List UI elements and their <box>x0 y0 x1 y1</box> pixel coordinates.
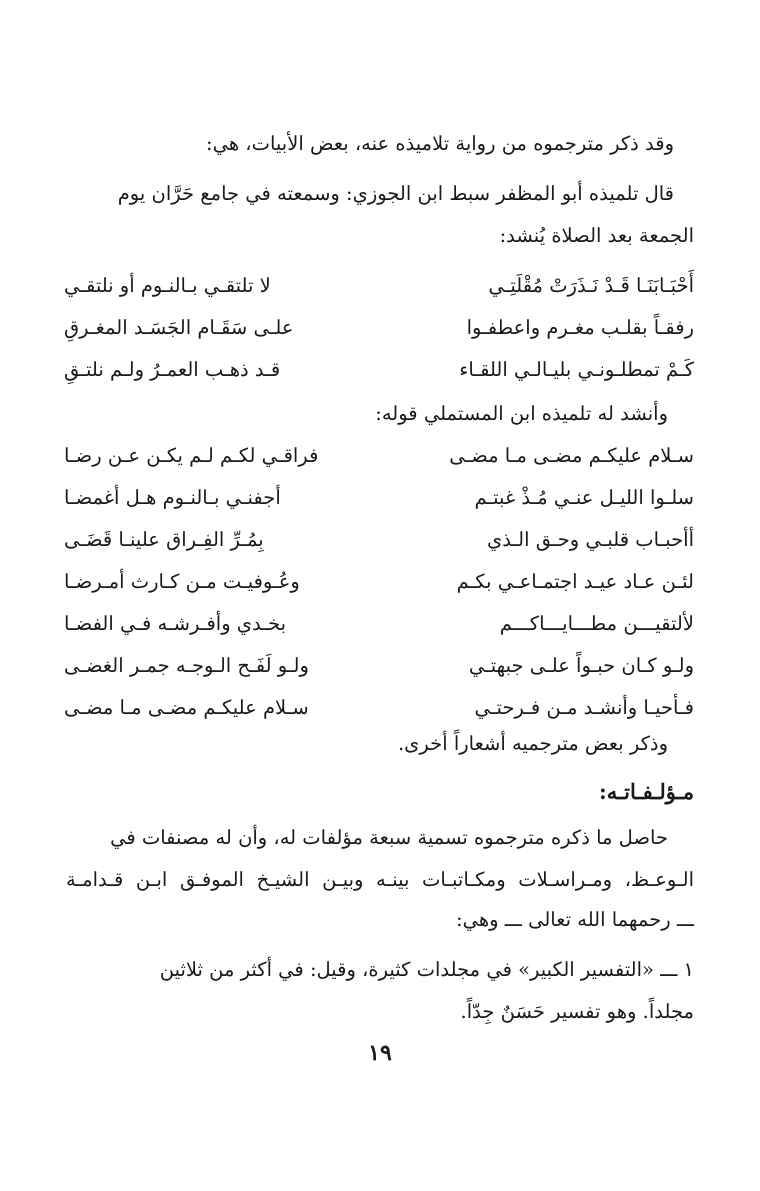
verse <box>64 478 694 518</box>
verse <box>64 646 694 686</box>
verse-first-hemistich: لألتقيـــن مطـــايـــاكـــم <box>499 612 694 635</box>
verse-second-hemistich: وعُـوفيـت مـن كـارث أمـرضـا <box>64 570 300 593</box>
section-heading: مـؤلـفـاتـه: <box>599 779 694 804</box>
verse-second-hemistich: لا تلتقـي بـالنـوم أو نلتقـي <box>64 274 271 297</box>
verse-first-hemistich: سـلام عليكـم مضـى مـا مضـى <box>449 444 694 467</box>
verse-second-hemistich: بخـدي وأفـرشـه فـي الفضـا <box>64 612 287 635</box>
sibt-intro-line-1: قال تلميذه أبو المظفر سبط ابن الجوزي: وسمعته في جامع حَرَّان يوم <box>117 182 674 205</box>
works-intro-line-3: ـــ رحمهما الله تعالى ـــ وهي: <box>456 908 694 931</box>
works-intro-line-2: الـوعـظ، ومـراسـلات ومكـاتبـات بينـه وبيـن الشيـخ الموفـق ابـن قـدامـة <box>66 868 694 891</box>
verse-first-hemistich: أأحبـاب قلبـي وحـق الـذي <box>486 528 694 551</box>
verse <box>64 350 694 390</box>
verse-second-hemistich: فراقـي لكـم لـم يكـن عـن رضـا <box>64 444 319 467</box>
closing-sentence: وذكر بعض مترجميه أشعاراً أخرى. <box>397 732 668 755</box>
verse <box>64 604 694 644</box>
verse-second-hemistich: قـد ذهـب العمـرُ ولـم نلتـقِ <box>64 358 281 381</box>
work-item-1-line-1: ١ ـــ «التفسير الكبير» في مجلدات كثيرة، وقيل: في أكثر من ثلاثين <box>159 958 694 981</box>
verse-second-hemistich: أجفنـي بـالنـوم هـل أغمضـا <box>64 486 281 509</box>
verse-second-hemistich: بِمُـرِّ الفِـراق علينـا قَضَـى <box>64 528 264 551</box>
page-number: ١٩ <box>368 1040 392 1066</box>
works-intro-line-1: حاصل ما ذكره مترجموه تسمية سبعة مؤلفات له، وأن له مصنفات في <box>110 826 668 849</box>
verse-first-hemistich: فـأحيـا وأنشـد مـن فـرحتـي <box>474 696 694 719</box>
verse-first-hemistich: أَحْبَـابَنَـا قَـدْ نَـذَرَتْ مُقْلَتِـي <box>488 274 694 297</box>
verse-first-hemistich: سلـوا الليـل عنـي مُـذْ غبتـم <box>474 486 694 509</box>
sibt-intro-line-2: الجمعة بعد الصلاة يُنشد: <box>499 224 694 247</box>
verse-second-hemistich: سـلام عليكـم مضـى مـا مضـى <box>64 696 309 719</box>
mustamli-intro: وأنشد له تلميذه ابن المستملي قوله: <box>375 402 668 425</box>
verse-first-hemistich: لئـن عـاد عيـد اجتمـاعـي بكـم <box>456 570 694 593</box>
verse <box>64 308 694 348</box>
verse-second-hemistich: علـى سَقَـام الجَسَـد المغـرقِ <box>64 316 294 339</box>
intro-paragraph: وقد ذكر مترجموه من رواية تلاميذه عنه، بعض الأبيات، هي: <box>206 132 674 155</box>
verse <box>64 266 694 306</box>
verse-first-hemistich: رفقـاً بقلـب مغـرم واعطفـوا <box>466 316 694 339</box>
verse <box>64 562 694 602</box>
verse <box>64 520 694 560</box>
verse <box>64 688 694 728</box>
verse <box>64 436 694 476</box>
verse-second-hemistich: ولـو لَفَـح الـوجـه جمـر الغضـى <box>64 654 309 677</box>
verse-first-hemistich: ولـو كـان حبـواً علـى جبهتـي <box>468 654 694 677</box>
work-item-1-line-2: مجلداً. وهو تفسير حَسَنٌ جِدّاً. <box>460 1000 694 1023</box>
verse-first-hemistich: كَـمْ تمطلـونـي بليـالـي اللقـاء <box>459 358 694 381</box>
